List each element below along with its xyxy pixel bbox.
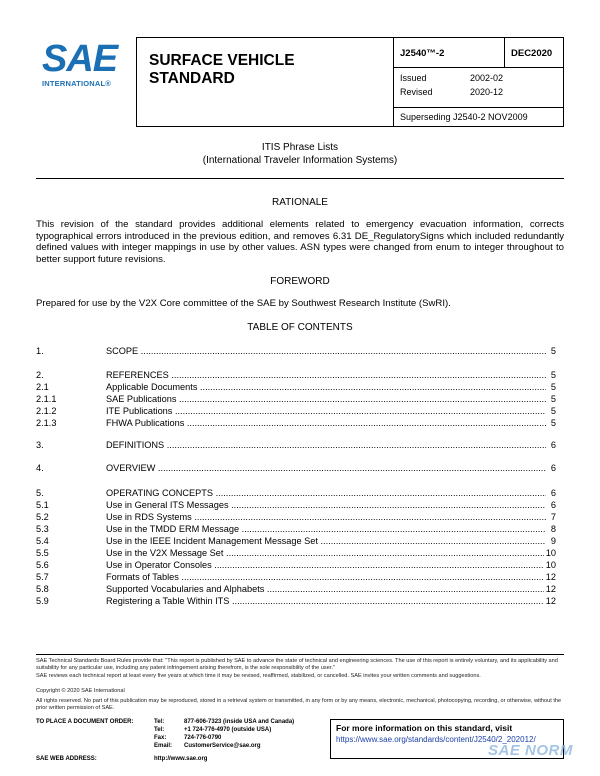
toc-number: 5.7 — [36, 572, 49, 582]
toc-heading: TABLE OF CONTENTS — [247, 322, 353, 333]
toc-page: 10 — [545, 560, 556, 570]
toc-entry[interactable] — [36, 405, 556, 417]
doc-date: DEC2020 — [511, 48, 553, 59]
order-label: TO PLACE A DOCUMENT ORDER: — [36, 719, 134, 725]
tel-label: Tel: — [154, 719, 165, 725]
toc-title: Registering a Table Within ITS ..... — [106, 595, 546, 607]
rationale-heading: RATIONALE — [272, 197, 328, 208]
toc-number: 4. — [36, 463, 44, 473]
toc-page: 7 — [550, 512, 556, 522]
footer-rights-text: All rights reserved. No part of this publication may be reproduced, stored in a retrieval system or transmitted, in any form or by any means, electronic, mechanical, photocopying, recording, or otherwise, without the prior written permission of SAE. — [36, 698, 562, 712]
title-line-2: STANDARD — [149, 70, 235, 87]
toc-title: Use in the TMDD ERM Message ..... — [106, 523, 546, 535]
toc-entry[interactable] — [36, 559, 556, 571]
toc-page: 6 — [550, 463, 556, 473]
toc-entry[interactable] — [36, 462, 556, 474]
toc-number: 1. — [36, 346, 44, 356]
toc-title: DEFINITIONS ..... — [106, 439, 546, 451]
order-contact-block — [36, 718, 326, 768]
document-info-box — [394, 37, 564, 127]
toc-number: 2.1.1 — [36, 394, 57, 404]
toc-page: 6 — [550, 488, 556, 498]
email-label: Email: — [154, 743, 173, 749]
toc-title: FHWA Publications ..... — [106, 417, 546, 429]
toc-entry[interactable] — [36, 381, 556, 393]
toc-title: REFERENCES ..... — [106, 369, 546, 381]
email-link[interactable]: CustomerService@sae.org — [184, 743, 261, 749]
tel2-label: Tel: — [154, 727, 165, 733]
toc-entry[interactable] — [36, 571, 556, 583]
toc-title: Use in the V2X Message Set ..... — [106, 547, 546, 559]
document-header — [36, 37, 564, 127]
toc-number: 5. — [36, 488, 44, 498]
toc-page: 6 — [550, 500, 556, 510]
toc-page: 5 — [550, 394, 556, 404]
fax-label: Fax: — [154, 735, 167, 741]
toc-number: 5.5 — [36, 548, 49, 558]
toc-entry[interactable] — [36, 487, 556, 499]
toc-entry[interactable] — [36, 393, 556, 405]
toc-entry[interactable] — [36, 511, 556, 523]
doc-number-row — [394, 38, 564, 68]
issued-value: 2002-02 — [470, 73, 504, 83]
toc-number: 5.2 — [36, 512, 49, 522]
web-link[interactable]: http://www.sae.org — [154, 756, 208, 762]
foreword-text: Prepared for use by the V2X Core committee of the SAE by Southwest Research Institute (SwRI). — [36, 298, 451, 309]
sae-logo — [36, 37, 136, 97]
logo-subtitle: INTERNATIONAL® — [42, 79, 112, 88]
toc-number: 2.1 — [36, 382, 49, 392]
more-info-title: For more information on this standard, visit — [336, 723, 513, 733]
toc-page: 5 — [550, 406, 556, 416]
toc-entry[interactable] — [36, 499, 556, 511]
phrase-title-box — [36, 127, 564, 179]
web-label: SAE WEB ADDRESS: — [36, 756, 97, 762]
logo-word: SAE — [42, 38, 118, 80]
toc-number: 5.9 — [36, 596, 49, 606]
fax-number[interactable]: 724-776-0790 — [184, 735, 222, 741]
toc-title: OVERVIEW ..... — [106, 462, 546, 474]
watermark-text: SAE NORM — [488, 742, 573, 759]
toc-page: 12 — [545, 596, 556, 606]
footer-copyright: Copyright © 2020 SAE International — [36, 688, 125, 694]
toc-number: 5.6 — [36, 560, 49, 570]
toc-title: Applicable Documents ..... — [106, 381, 546, 393]
footer-review-text: SAE reviews each technical report at least every five years at which time it may be revised, reaffirmed, stabilized, or cancelled. SAE invites your written comments and suggestions. — [36, 673, 481, 679]
toc-number: 5.8 — [36, 584, 49, 594]
toc-title: Formats of Tables ..... — [106, 571, 546, 583]
toc-entry[interactable] — [36, 583, 556, 595]
toc-title: OPERATING CONCEPTS ..... — [106, 487, 546, 499]
toc-page: 5 — [550, 418, 556, 428]
toc-title: SAE Publications ..... — [106, 393, 546, 405]
toc-entry[interactable] — [36, 345, 556, 357]
footer-divider — [36, 654, 564, 655]
toc-page: 5 — [550, 346, 556, 356]
toc-title: Supported Vocabularies and Alphabets ..... — [106, 583, 546, 595]
toc-title: Use in RDS Systems ..... — [106, 511, 546, 523]
revised-value: 2020-12 — [470, 87, 504, 97]
toc-entry[interactable] — [36, 369, 556, 381]
toc-title: Use in General ITS Messages ..... — [106, 499, 546, 511]
toc-number: 2.1.2 — [36, 406, 57, 416]
toc-title: Use in Operator Consoles ..... — [106, 559, 546, 571]
toc-title: SCOPE ..... — [106, 345, 546, 357]
toc-page: 12 — [545, 584, 556, 594]
tel-outside[interactable]: +1 724-776-4970 (outside USA) — [184, 727, 272, 733]
toc-page: 8 — [550, 524, 556, 534]
toc-page: 5 — [550, 370, 556, 380]
superseding-note: Superseding J2540-2 NOV2009 — [400, 112, 528, 122]
toc-page: 10 — [545, 548, 556, 558]
toc-number: 2. — [36, 370, 44, 380]
phrase-subtitle: (International Traveler Information Systems) — [202, 155, 398, 166]
tel-inside[interactable]: 877-606-7323 (inside USA and Canada) — [184, 719, 295, 725]
toc-entry[interactable] — [36, 523, 556, 535]
toc-entry[interactable] — [36, 417, 556, 429]
toc-entry[interactable] — [36, 439, 556, 451]
toc-page: 6 — [550, 440, 556, 450]
toc-number: 2.1.3 — [36, 418, 57, 428]
toc-page: 9 — [550, 536, 556, 546]
toc-entry[interactable] — [36, 595, 556, 607]
foreword-heading: FOREWORD — [270, 276, 330, 287]
revised-label: Revised — [400, 87, 433, 97]
toc-number: 5.4 — [36, 536, 49, 546]
toc-page: 5 — [550, 382, 556, 392]
title-box — [136, 37, 394, 127]
title-line-1: SURFACE VEHICLE — [149, 52, 295, 69]
toc-title: Use in the IEEE Incident Management Message Set ..... — [106, 535, 546, 547]
doc-number: J2540™-2 — [400, 48, 445, 59]
toc-title: ITE Publications ..... — [106, 405, 546, 417]
toc-entry[interactable] — [36, 535, 556, 547]
rationale-text: This revision of the standard provides additional elements related to emergency evacuation information, corrects typographical errors introduced in the previous edition, and removes 6.31 DE_RegulatorySigns which included redundantly defined values with integer mappings in use by other values. ASN types were changed from enum to integer throughout to better support future revisions. — [36, 219, 564, 265]
toc-number: 5.3 — [36, 524, 49, 534]
toc-page: 12 — [545, 572, 556, 582]
issued-label: Issued — [400, 73, 427, 83]
toc-number: 3. — [36, 440, 44, 450]
standard-url-link[interactable]: https://www.sae.org/standards/content/J2540/2_202012/ — [336, 735, 536, 744]
footer-rules-text: SAE Technical Standards Board Rules provide that: "This report is published by SAE to advance the state of technical and engineering sciences. The use of this report is entirely voluntary, and its applicability and suitability for any particular use, including any patent infringement arising therefrom, is the sole responsibility of the user." — [36, 658, 558, 672]
toc-entry[interactable] — [36, 547, 556, 559]
phrase-title: ITIS Phrase Lists — [261, 142, 339, 153]
doc-dates — [394, 68, 564, 108]
toc-number: 5.1 — [36, 500, 49, 510]
doc-date-cell — [504, 38, 564, 68]
